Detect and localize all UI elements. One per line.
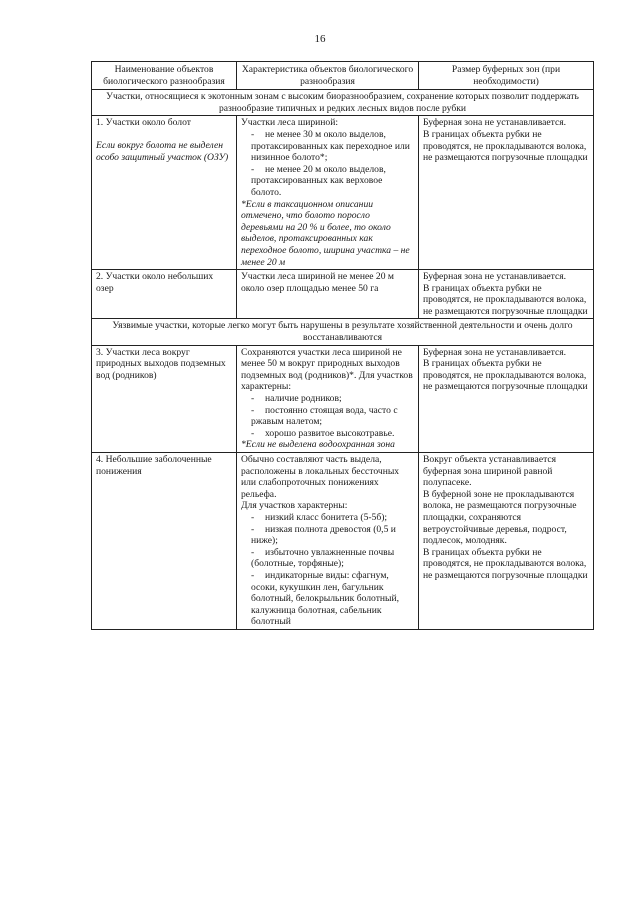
list-item: - не менее 30 м около выделов, протаксированных как переходное или низинное болото*; (241, 129, 414, 164)
object-name-cell (92, 270, 237, 319)
list-item: - избыточно увлажненные почвы (болотные, торфяные); (241, 547, 414, 570)
list-item: - хорошо развитое высокотравье. (241, 428, 414, 440)
footnote: *Если не выделена водоохранная зона (241, 439, 395, 451)
section-row-vulnerable (92, 319, 594, 345)
object-name: 3. Участки леса вокруг природных выходов подземных вод (родников) (96, 346, 226, 381)
list-item: - постоянно стоящая вода, часто с ржавым налетом; (241, 405, 414, 428)
header-object-name: Наименование объектов биологического разнообразия (92, 62, 237, 90)
list-item: - низкая полнота древостоя (0,5 и ниже); (241, 524, 414, 547)
object-name-cell (92, 116, 237, 270)
characteristics-text: Обычно составляют часть выдела, расположены в локальных бессточных или слабопроточных понижениях рельефа. (241, 454, 400, 500)
characteristics-text: Для участков характерны: (241, 500, 348, 512)
section-title: Уязвимые участки, которые легко могут быть нарушены в результате хозяйственной деятельности и очень долго восстанавливаются (92, 319, 594, 345)
buffer-cell (419, 345, 594, 452)
object-name: 1. Участки около болот (96, 117, 191, 129)
list-item: - индикаторные виды: сфагнум, осоки, кукушкин лен, багульник болотный, белокрыльник болотный, калужница болотная, сабельник болотный (241, 570, 414, 628)
object-note: Если вокруг болота не выделен особо защитный участок (ОЗУ) (96, 139, 229, 163)
buffer-cell (419, 453, 594, 630)
buffer-cell (419, 270, 594, 319)
characteristics-cell (237, 116, 419, 270)
footnote: *Если в таксационном описании отмечено, что болото поросло деревьями на 20 % и более, то около выделов, протаксированных как переходное болото, ширина участка – не менее 20 м (241, 198, 410, 268)
buffer-text: Вокруг объекта устанавливается буферная зона шириной равной полупасеке. (423, 454, 557, 489)
section-title: Участки, относящиеся к экотонным зонам с высоким биоразнообразием, сохранение которых позволит поддержать разнообразие типичных и редких лесных видов после рубки (92, 90, 594, 116)
object-name: 2. Участки около небольших озер (96, 271, 214, 294)
buffer-text: В буферной зоне не прокладываются волока, не размещаются погрузочные площадки, сохраняются ветроустойчивые деревья, подрост, подлесок, молодняк. (423, 488, 577, 547)
buffer-text: В границах объекта рубки не проводятся, не прокладываются волока, не размещаются погрузочные площадки (423, 546, 588, 581)
buffer-text: Буферная зона не устанавливается. (423, 346, 567, 358)
header-buffer-size: Размер буферных зон (при необходимости) (419, 62, 594, 90)
list-item: - наличие родников; (241, 393, 414, 405)
characteristics-cell (237, 345, 419, 452)
biodiversity-table (91, 61, 594, 630)
table-header-row (92, 62, 594, 90)
list-item: - низкий класс бонитета (5-5б); (241, 512, 414, 524)
buffer-text: Буферная зона не устанавливается. (423, 117, 567, 129)
header-characteristics: Характеристика объектов биологического разнообразия (237, 62, 419, 90)
buffer-cell (419, 116, 594, 270)
page-number: 16 (314, 33, 326, 45)
characteristics-text: Участки леса шириной: (241, 117, 339, 129)
object-name-cell (92, 345, 237, 452)
object-name-cell (92, 453, 237, 630)
buffer-text: В границах объекта рубки не проводятся, не прокладываются волока, не размещаются погрузочные площадки (423, 282, 588, 317)
section-row-ecotone (92, 90, 594, 116)
characteristics-cell (237, 270, 419, 319)
table-row (92, 270, 594, 319)
characteristics-text: Сохраняются участки леса шириной не менее 50 м вокруг природных выходов подземных вод (родников)*. Для участков характерны: (241, 346, 413, 393)
object-name: 4. Небольшие заболоченные понижения (96, 454, 212, 477)
buffer-text: В границах объекта рубки не проводятся, не прокладываются волока, не размещаются погрузочные площадки (423, 128, 588, 164)
buffer-text: Буферная зона не устанавливается. (423, 271, 567, 283)
list-item: - не менее 20 м около выделов, протаксированных как верховое болото. (241, 164, 414, 199)
table-row (92, 116, 594, 270)
characteristics-cell (237, 453, 419, 630)
table-row (92, 453, 594, 630)
table-row (92, 345, 594, 452)
characteristics-text: Участки леса шириной не менее 20 м около озер площадью менее 50 га (241, 271, 394, 294)
buffer-text: В границах объекта рубки не проводятся, не прокладываются волока, не размещаются погрузочные площадки (423, 358, 588, 393)
